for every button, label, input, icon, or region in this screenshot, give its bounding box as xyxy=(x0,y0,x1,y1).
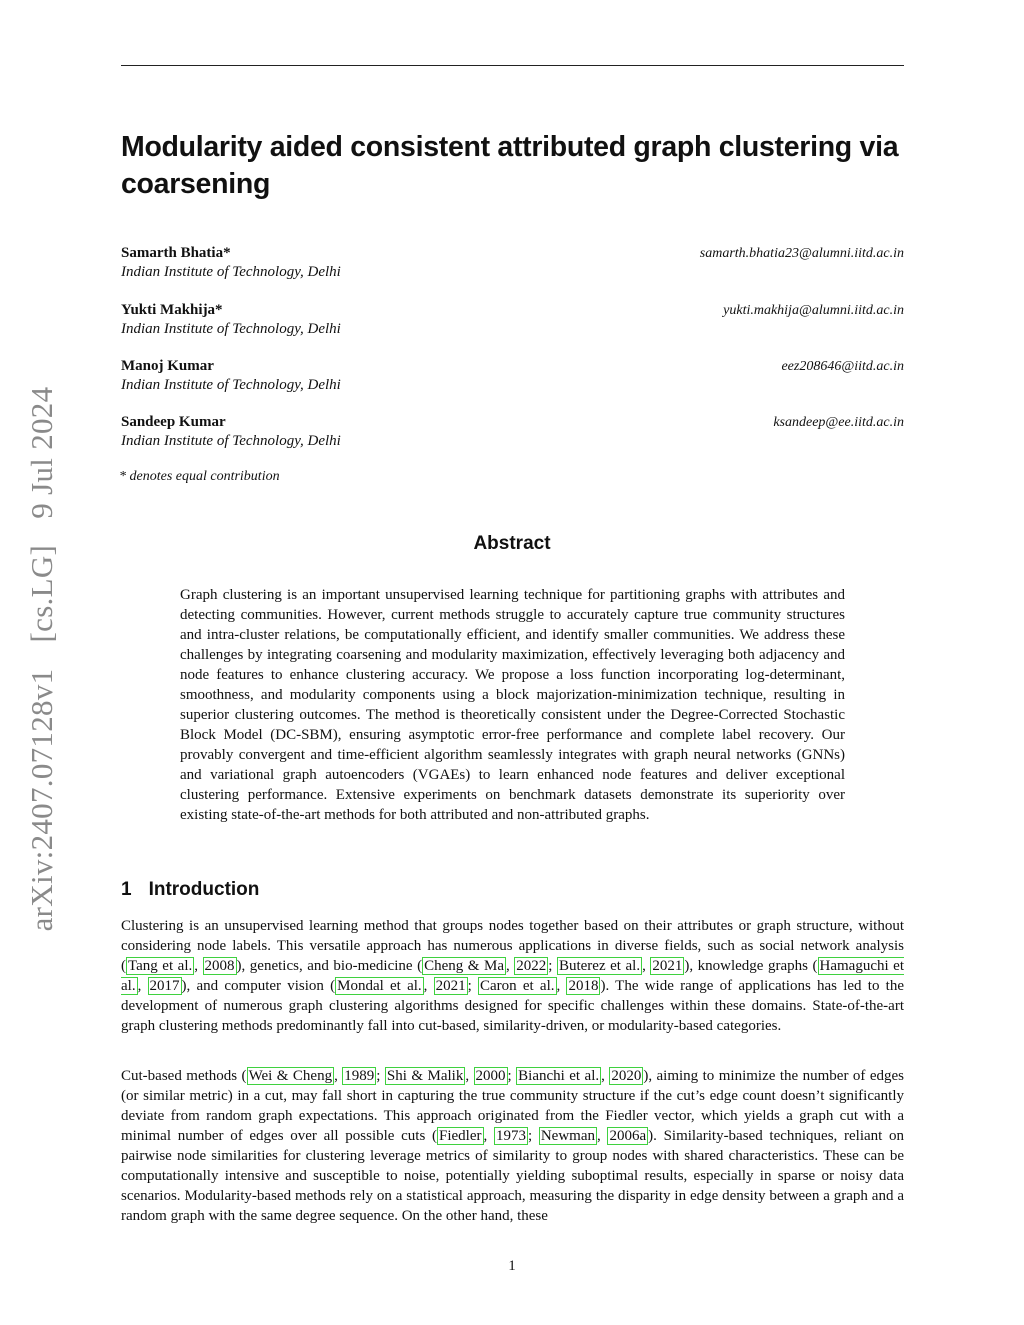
citation-link[interactable]: 2017 xyxy=(149,978,180,994)
citation-link[interactable]: Shi & Malik xyxy=(386,1068,464,1084)
author-block xyxy=(121,244,904,282)
author-affiliation: Indian Institute of Technology, Delhi xyxy=(121,433,341,449)
citation-link[interactable]: Bianchi et al. xyxy=(518,1068,600,1084)
arxiv-sidebar-stamp xyxy=(24,369,60,932)
citation-link[interactable]: Fiedler xyxy=(439,1128,482,1144)
intro-paragraph-2: Cut-based methods ( Wei & Cheng , 1989 ; Shi & Malik , 2000 ; Bianchi et al. , 2020 ), aiming to minimize the number of edges (or similar metric) in a cut, may fall short in capturing the true community structure if the cut’s edge count doesn’t significantly deviate from random graph expectations. This approach originated from the Fiedler vector, which yields a graph cut with a minimal number of edges over all possible cuts ( Fiedler , 1973 ; Newman , 2006a ). Similarity-based techniques, reliant on pairwise node similarities for clustering leverage metrics of similarity to group nodes with shared characteristics. These can be computationally intensive and susceptible to noise, potentially yielding suboptimal results, especially in sparse or noisy data scenarios. Modularity-based methods rely on a statistical approach, measuring the disparity in edge density between a graph and a random graph with the same degree sequence. On the other hand, these xyxy=(121,1068,905,1224)
citation-link[interactable]: Mondal et al. xyxy=(337,978,422,994)
paragraph-text: Cut-based methods ( xyxy=(121,1068,247,1084)
citation-link[interactable]: Hamaguchi et al. xyxy=(121,958,904,994)
paragraph-text: ), genetics, and bio-medicine ( xyxy=(236,958,423,974)
top-rule xyxy=(121,65,904,66)
author-email[interactable]: samarth.bhatia23@alumni.iitd.ac.in xyxy=(699,246,904,261)
paragraph-text: ). The wide range of applications has led to the development of numerous graph clustering algorithms designed for specific challenges within these domains. State-of-the-art graph clustering methods predominantly fall into cut-based, similarity-driven, or modularity-based categories. xyxy=(121,978,904,1034)
citation-link[interactable]: 2021 xyxy=(652,958,683,974)
arxiv-category: [cs.LG] xyxy=(24,544,59,643)
author-email[interactable]: yukti.makhija@alumni.iitd.ac.in xyxy=(723,303,904,318)
author-affiliation: Indian Institute of Technology, Delhi xyxy=(121,264,341,280)
citation-link[interactable]: 1989 xyxy=(344,1068,375,1084)
citation-link[interactable]: 2022 xyxy=(516,958,547,974)
author-name: Samarth Bhatia* xyxy=(121,245,231,261)
paragraph-text: Clustering is an unsupervised learning method that groups nodes together based on their attributes or graph structure, without considering node labels. This versatile approach has numerous applications in diverse fields, such as social network analysis ( xyxy=(121,918,904,974)
page-number: 1 xyxy=(508,1258,516,1274)
abstract-text: Graph clustering is an important unsupervised learning technique for partitioning graphs with attributes and detecting communities. However, current methods struggle to accurately capture true community structures and intra-cluster relations, be computationally efficient, and identify smaller communities. We address these challenges by integrating coarsening and modularity maximization, effectively leveraging both adjacency and node features to enhance clustering accuracy. We propose a loss function incorporating log-determinant, smoothness, and modularity components using a block majorization-minimization technique, resulting in superior clustering outcomes. The method is theoretically consistent under the Degree-Corrected Stochastic Block Model (DC-SBM), ensuring asymptotic error-free performance and complete label recovery. Our provably convergent and time-efficient algorithm seamlessly integrates with graph neural networks (GNNs) and variational graph autoencoders (VGAEs) to learn enhanced node features and deliver exceptional clustering performance. Extensive experiments on benchmark datasets demonstrate its superiority over existing state-of-the-art methods for both attributed and non-attributed graphs. xyxy=(180,587,845,823)
citation-link[interactable]: 2020 xyxy=(611,1068,642,1084)
author-block xyxy=(121,357,904,395)
author-email[interactable]: ksandeep@ee.iitd.ac.in xyxy=(773,415,904,430)
citation-link[interactable]: 2018 xyxy=(568,978,599,994)
citation-link[interactable]: 2008 xyxy=(204,958,235,974)
author-name: Sandeep Kumar xyxy=(121,414,226,430)
author-block xyxy=(121,301,904,339)
abstract-heading: Abstract xyxy=(473,533,551,554)
equal-contribution-note: * denotes equal contribution xyxy=(119,469,280,484)
author-affiliation: Indian Institute of Technology, Delhi xyxy=(121,321,341,337)
arxiv-date: 9 Jul 2024 xyxy=(24,386,59,519)
paragraph-text: ), knowledge graphs ( xyxy=(684,958,818,974)
citation-link[interactable]: 1973 xyxy=(495,1128,526,1144)
author-name: Manoj Kumar xyxy=(121,358,214,374)
author-email[interactable]: eez208646@iitd.ac.in xyxy=(781,359,904,374)
citation-link[interactable]: Wei & Cheng xyxy=(248,1068,333,1084)
paragraph-text: ), aiming to minimize the number of edges (or similar metric) in a cut, may fall short in capturing the true community structure if the cut’s edge count doesn’t significantly deviate from random graph expectations. This approach originated from the Fiedler vector, which yields a graph cut with a minimal number of edges over all possible cuts ( xyxy=(121,1068,905,1144)
citation-link[interactable]: 2000 xyxy=(475,1068,506,1084)
citation-link[interactable]: Tang et al. xyxy=(128,958,193,974)
citation-link[interactable]: Cheng & Ma xyxy=(424,958,504,974)
paper-title: Modularity aided consistent attributed graph clustering via coarsening xyxy=(121,131,899,200)
section-heading xyxy=(121,879,259,901)
citation-link[interactable]: Newman xyxy=(540,1128,595,1144)
section-number: 1 xyxy=(121,879,132,900)
author-name: Yukti Makhija* xyxy=(121,302,223,318)
paragraph-text: ). Similarity-based techniques, reliant on pairwise node similarities for clustering leverage metrics of similarity to group nodes with shared characteristics. These can be computationally intensive and susceptible to noise, potentially yielding suboptimal results, especially in sparse or noisy data scenarios. Modularity-based methods rely on a statistical approach, measuring the disparity in edge density between a graph and a random graph with the same degree sequence. On the other hand, these xyxy=(121,1128,905,1224)
author-block xyxy=(121,413,904,451)
citation-link[interactable]: Caron et al. xyxy=(480,978,555,994)
citation-link[interactable]: 2021 xyxy=(435,978,466,994)
intro-paragraph-1: Clustering is an unsupervised learning method that groups nodes together based on their attributes or graph structure, without considering node labels. This versatile approach has numerous applications in diverse fields, such as social network analysis ( Tang et al. , 2008 ), genetics, and bio-medicine ( Cheng & Ma , 2022 ; Buterez et al. , 2021 ), knowledge graphs ( Hamaguchi et al. , 2017 ), and computer vision ( Mondal et al. , 2021 ; Caron et al. , 2018 ). The wide range of applications has led to the development of numerous graph clustering algorithms designed for specific challenges within these domains. State-of-the-art graph clustering methods predominantly fall into cut-based, similarity-driven, or modularity-based categories. xyxy=(121,918,904,1034)
citation-link[interactable]: Buterez et al. xyxy=(558,958,641,974)
author-affiliation: Indian Institute of Technology, Delhi xyxy=(121,377,341,393)
citation-link[interactable]: 2006a xyxy=(609,1128,647,1144)
paragraph-text: ), and computer vision ( xyxy=(181,978,336,994)
section-title: Introduction xyxy=(148,879,260,900)
arxiv-id[interactable]: arXiv:2407.07128v1 xyxy=(24,668,59,932)
